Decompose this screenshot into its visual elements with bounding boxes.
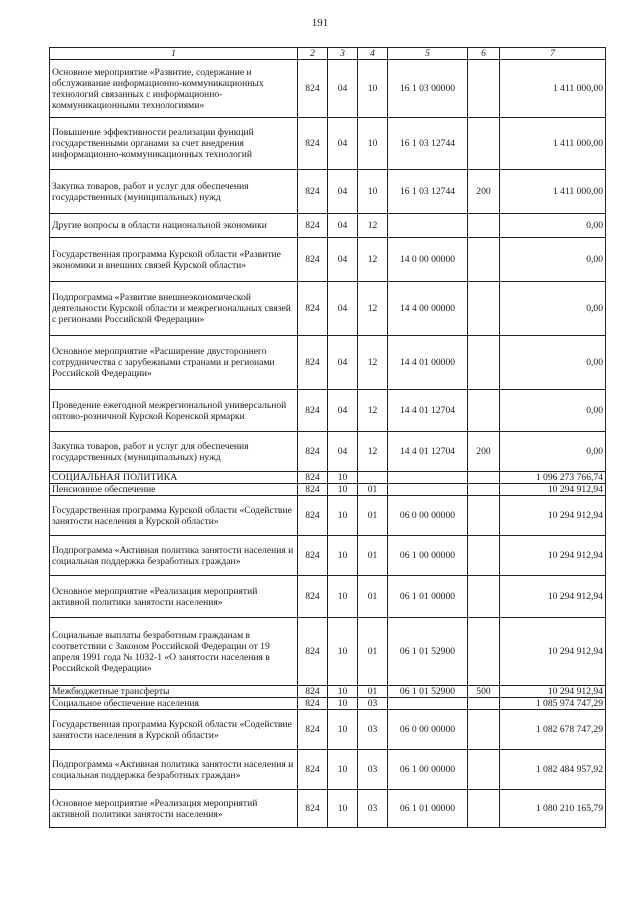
row-sum: 0,00	[500, 390, 606, 432]
row-vr	[468, 60, 500, 118]
row-name: Основное мероприятие «Реализация мероприятий активной политики занятости населения»	[50, 790, 298, 828]
row-rz: 04	[328, 118, 358, 170]
row-rz: 04	[328, 432, 358, 472]
row-csr: 06 0 00 00000	[388, 496, 468, 536]
table-row	[50, 432, 606, 472]
table-row	[50, 496, 606, 536]
row-vr: 500	[468, 686, 500, 698]
table-row	[50, 698, 606, 710]
row-name: Пенсионное обеспечение	[50, 484, 298, 496]
row-name: Подпрограмма «Активная политика занятости населения и социальная поддержка безработных граждан»	[50, 750, 298, 790]
row-rz: 04	[328, 336, 358, 390]
row-grbs: 824	[298, 790, 328, 828]
row-name: Проведение ежегодной межрегиональной универсальной оптово-розничной Курской Коренской ярмарки	[50, 390, 298, 432]
row-vr	[468, 214, 500, 238]
page-number: 191	[311, 17, 329, 29]
row-pr: 10	[358, 118, 388, 170]
row-grbs: 824	[298, 170, 328, 214]
table-row	[50, 686, 606, 698]
row-rz: 04	[328, 60, 358, 118]
table-row	[50, 790, 606, 828]
row-name: Государственная программа Курской области «Развитие экономики и внешних связей Курской области»	[50, 238, 298, 282]
row-csr: 14 0 00 00000	[388, 238, 468, 282]
row-vr	[468, 118, 500, 170]
row-pr: 12	[358, 336, 388, 390]
row-sum: 10 294 912,94	[500, 484, 606, 496]
row-pr	[358, 472, 388, 484]
row-sum: 1 096 273 766,74	[500, 472, 606, 484]
row-name: Повышение эффективности реализации функций государственными органами за счет внедрения информационно-коммуникационных технологий	[50, 118, 298, 170]
row-pr: 12	[358, 214, 388, 238]
row-rz: 10	[328, 710, 358, 750]
row-pr: 03	[358, 698, 388, 710]
row-name: Подпрограмма «Активная политика занятости населения и социальная поддержка безработных граждан»	[50, 536, 298, 576]
row-pr: 01	[358, 576, 388, 618]
row-vr	[468, 750, 500, 790]
row-pr: 01	[358, 618, 388, 686]
row-rz: 04	[328, 282, 358, 336]
row-sum: 0,00	[500, 214, 606, 238]
row-grbs: 824	[298, 60, 328, 118]
row-pr: 01	[358, 484, 388, 496]
row-csr: 06 0 00 00000	[388, 710, 468, 750]
column-header: 1	[50, 48, 298, 60]
row-grbs: 824	[298, 484, 328, 496]
row-grbs: 824	[298, 698, 328, 710]
row-sum: 10 294 912,94	[500, 686, 606, 698]
row-csr	[388, 698, 468, 710]
row-name: Другие вопросы в области национальной экономики	[50, 214, 298, 238]
row-pr: 03	[358, 790, 388, 828]
row-vr	[468, 576, 500, 618]
row-name: Подпрограмма «Развитие внешнеэкономической деятельности Курской области и межрегиональных связей с регионами Российской Федерации»	[50, 282, 298, 336]
row-vr	[468, 282, 500, 336]
table-row	[50, 118, 606, 170]
row-csr: 06 1 00 00000	[388, 536, 468, 576]
table-row	[50, 710, 606, 750]
row-name: Основное мероприятие «Реализация мероприятий активной политики занятости населения»	[50, 576, 298, 618]
row-grbs: 824	[298, 686, 328, 698]
row-sum: 1 082 484 957,92	[500, 750, 606, 790]
row-sum: 10 294 912,94	[500, 496, 606, 536]
row-name: Закупка товаров, работ и услуг для обеспечения государственных (муниципальных) нужд	[50, 170, 298, 214]
row-rz: 10	[328, 618, 358, 686]
table-row	[50, 390, 606, 432]
row-vr: 200	[468, 432, 500, 472]
row-rz: 10	[328, 790, 358, 828]
row-sum: 0,00	[500, 336, 606, 390]
column-header: 4	[358, 48, 388, 60]
table-row	[50, 282, 606, 336]
row-name: Межбюджетные трансферты	[50, 686, 298, 698]
row-grbs: 824	[298, 390, 328, 432]
row-name: Государственная программа Курской области «Содействие занятости населения в Курской области»	[50, 496, 298, 536]
budget-table	[49, 47, 606, 828]
row-csr: 14 4 00 00000	[388, 282, 468, 336]
row-grbs: 824	[298, 472, 328, 484]
table-body	[50, 60, 606, 828]
column-header: 3	[328, 48, 358, 60]
row-pr: 12	[358, 282, 388, 336]
row-sum: 1 082 678 747,29	[500, 710, 606, 750]
row-rz: 04	[328, 214, 358, 238]
row-rz: 10	[328, 536, 358, 576]
row-csr: 06 1 01 00000	[388, 576, 468, 618]
row-rz: 10	[328, 686, 358, 698]
row-grbs: 824	[298, 336, 328, 390]
row-csr: 16 1 03 00000	[388, 60, 468, 118]
table-row	[50, 472, 606, 484]
row-csr: 06 1 00 00000	[388, 750, 468, 790]
row-grbs: 824	[298, 432, 328, 472]
row-vr	[468, 618, 500, 686]
row-pr: 12	[358, 390, 388, 432]
row-vr	[468, 698, 500, 710]
column-header: 5	[388, 48, 468, 60]
row-grbs: 824	[298, 750, 328, 790]
row-name: Государственная программа Курской области «Содействие занятости населения в Курской области»	[50, 710, 298, 750]
row-pr: 10	[358, 170, 388, 214]
row-rz: 10	[328, 750, 358, 790]
row-sum: 0,00	[500, 432, 606, 472]
row-grbs: 824	[298, 214, 328, 238]
row-vr	[468, 536, 500, 576]
row-vr: 200	[468, 170, 500, 214]
table-row	[50, 484, 606, 496]
table-row	[50, 60, 606, 118]
row-name: Основное мероприятие «Расширение двустороннего сотрудничества с зарубежными странами и регионами Российской Федерации»	[50, 336, 298, 390]
row-vr	[468, 336, 500, 390]
row-name: СОЦИАЛЬНАЯ ПОЛИТИКА	[50, 472, 298, 484]
table-row	[50, 750, 606, 790]
row-pr: 03	[358, 710, 388, 750]
row-grbs: 824	[298, 282, 328, 336]
table-row	[50, 618, 606, 686]
row-vr	[468, 390, 500, 432]
row-name: Закупка товаров, работ и услуг для обеспечения государственных (муниципальных) нужд	[50, 432, 298, 472]
row-rz: 10	[328, 472, 358, 484]
row-pr: 01	[358, 496, 388, 536]
row-grbs: 824	[298, 118, 328, 170]
row-rz: 10	[328, 698, 358, 710]
table-row	[50, 214, 606, 238]
row-vr	[468, 496, 500, 536]
row-name: Социальные выплаты безработным гражданам в соответствии с Законом Российской Федерации от 19 апреля 1991 года № 1032-1 «О занятости населения в Российской Федерации»	[50, 618, 298, 686]
row-rz: 04	[328, 170, 358, 214]
row-grbs: 824	[298, 238, 328, 282]
row-csr: 14 4 01 00000	[388, 336, 468, 390]
row-name: Основное мероприятие «Развитие, содержание и обслуживание информационно-коммуникационных технологий связанных с информационно-коммуникационными технологиями»	[50, 60, 298, 118]
row-sum: 1 085 974 747,29	[500, 698, 606, 710]
row-rz: 10	[328, 496, 358, 536]
row-sum: 0,00	[500, 238, 606, 282]
row-sum: 10 294 912,94	[500, 576, 606, 618]
row-rz: 04	[328, 390, 358, 432]
row-csr: 16 1 03 12744	[388, 118, 468, 170]
table-row	[50, 238, 606, 282]
row-csr	[388, 484, 468, 496]
row-vr	[468, 472, 500, 484]
row-sum: 1 080 210 165,79	[500, 790, 606, 828]
row-csr: 06 1 01 52900	[388, 618, 468, 686]
row-vr	[468, 710, 500, 750]
table-row	[50, 336, 606, 390]
row-sum: 10 294 912,94	[500, 536, 606, 576]
row-pr: 12	[358, 238, 388, 282]
row-sum: 0,00	[500, 282, 606, 336]
row-csr: 14 4 01 12704	[388, 432, 468, 472]
row-rz: 10	[328, 484, 358, 496]
column-header: 6	[468, 48, 500, 60]
row-grbs: 824	[298, 536, 328, 576]
column-number-row	[50, 48, 606, 60]
row-csr: 14 4 01 12704	[388, 390, 468, 432]
row-sum: 1 411 000,00	[500, 118, 606, 170]
table-row	[50, 170, 606, 214]
column-header: 2	[298, 48, 328, 60]
row-sum: 1 411 000,00	[500, 60, 606, 118]
row-grbs: 824	[298, 496, 328, 536]
row-pr: 12	[358, 432, 388, 472]
row-csr	[388, 214, 468, 238]
row-rz: 04	[328, 238, 358, 282]
row-pr: 03	[358, 750, 388, 790]
row-sum: 10 294 912,94	[500, 618, 606, 686]
row-pr: 10	[358, 60, 388, 118]
table-row	[50, 536, 606, 576]
row-csr: 16 1 03 12744	[388, 170, 468, 214]
row-grbs: 824	[298, 576, 328, 618]
row-rz: 10	[328, 576, 358, 618]
row-grbs: 824	[298, 618, 328, 686]
row-vr	[468, 484, 500, 496]
row-csr: 06 1 01 52900	[388, 686, 468, 698]
table-row	[50, 576, 606, 618]
row-sum: 1 411 000,00	[500, 170, 606, 214]
row-vr	[468, 790, 500, 828]
row-name: Социальное обеспечение населения	[50, 698, 298, 710]
row-csr: 06 1 01 00000	[388, 790, 468, 828]
column-header: 7	[500, 48, 606, 60]
row-grbs: 824	[298, 710, 328, 750]
row-vr	[468, 238, 500, 282]
row-csr	[388, 472, 468, 484]
row-pr: 01	[358, 686, 388, 698]
row-pr: 01	[358, 536, 388, 576]
